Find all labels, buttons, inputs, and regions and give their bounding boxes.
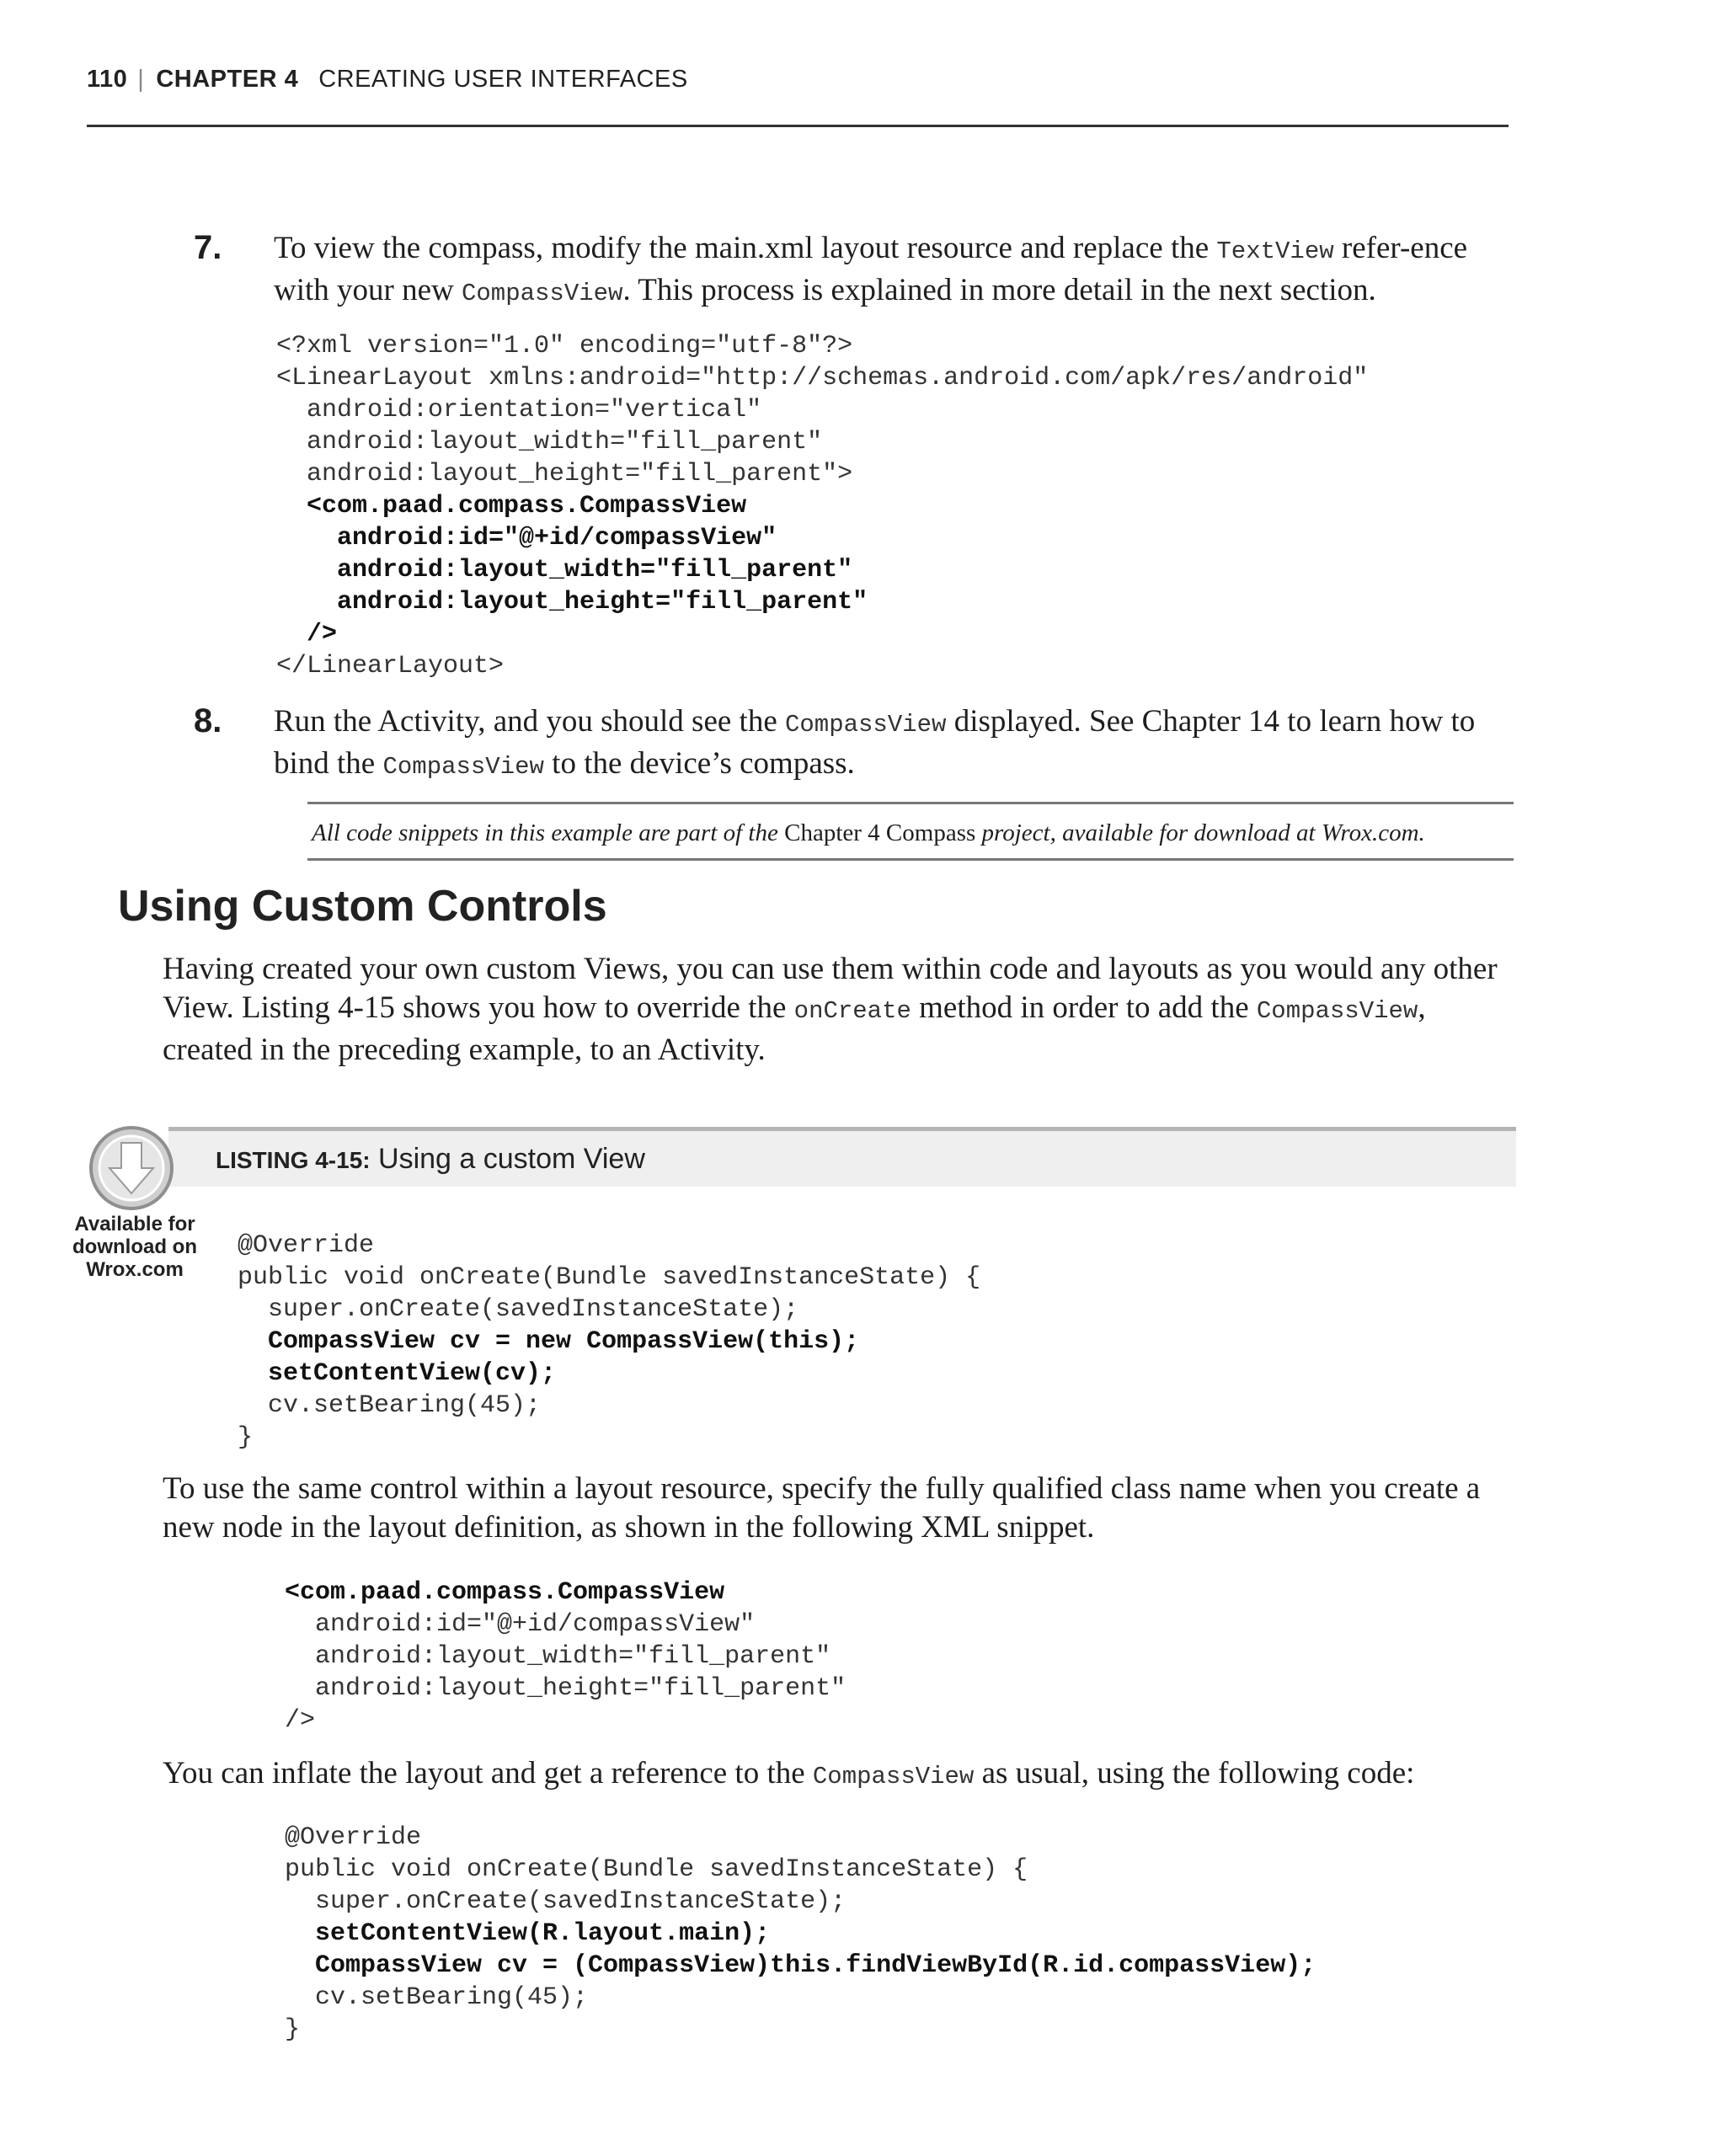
code-line-bold: <com.paad.compass.CompassView xyxy=(276,492,747,520)
code-line: android:orientation="vertical" xyxy=(276,396,762,424)
paragraph-layout-resource: To use the same control within a layout resource, specify the fully qualified class name when you create a new node in the layout definition, as shown in the following XML snippet. xyxy=(163,1471,1481,1545)
chapter-title: CREATING USER INTERFACES xyxy=(318,66,688,93)
listing-title: Using a custom View xyxy=(370,1143,645,1175)
code-line-bold: CompassView cv = new CompassView(this); xyxy=(238,1327,860,1356)
listing-code xyxy=(238,1230,980,1454)
download-icon[interactable] xyxy=(88,1124,175,1212)
chapter-label: CHAPTER 4 xyxy=(156,66,299,93)
code-line-bold: setContentView(cv); xyxy=(238,1359,557,1388)
paragraph-inflate xyxy=(163,1754,1519,1796)
step-number: 7. xyxy=(194,229,222,266)
header-rule xyxy=(87,125,1509,127)
text-run: To view the compass, modify the main.xml layout resource and replace the xyxy=(274,231,1217,265)
note-italic: project, available for download at Wrox.com. xyxy=(975,819,1425,846)
paragraph-intro xyxy=(163,950,1519,1070)
code-line-bold: android:layout_height="fill_parent" xyxy=(276,588,868,616)
inline-code: CompassView xyxy=(382,753,544,781)
note-italic: All code snippets in this example are part of the xyxy=(312,819,785,846)
step-text xyxy=(274,702,1512,787)
text-run: method in order to add the xyxy=(911,990,1257,1025)
header-separator: | xyxy=(137,66,145,93)
text-run: You can inflate the layout and get a reference to the xyxy=(163,1756,813,1790)
text-run: Having created your own custom Views, you can use them within code and layouts as you would any other View. Listing 4-15 shows you how to override the xyxy=(163,952,1498,1025)
code-line: @Override xyxy=(238,1231,375,1260)
code-line-bold: setContentView(R.layout.main); xyxy=(285,1919,771,1948)
note-box xyxy=(307,802,1514,861)
text-run: , created in the preceding example, to an Activity. xyxy=(163,990,1426,1067)
code-line: <?xml version="1.0" encoding="utf-8"?> xyxy=(276,332,853,360)
step-number: 8. xyxy=(194,702,222,739)
text-run: refer-ence with your new xyxy=(274,231,1468,307)
code-line: </LinearLayout> xyxy=(276,652,505,680)
inline-code: TextView xyxy=(1216,237,1334,265)
code-line-bold: <com.paad.compass.CompassView xyxy=(285,1578,725,1607)
code-line: <LinearLayout xmlns:android="http://schemas.android.com/apk/res/android" xyxy=(276,364,1369,392)
download-caption xyxy=(67,1213,202,1281)
code-line-bold: android:id="@+id/compassView" xyxy=(276,524,777,552)
code-line: android:id="@+id/compassView" xyxy=(285,1610,756,1639)
code-line: } xyxy=(238,1423,254,1452)
code-line-bold: CompassView cv = (CompassView)this.findViewById(R.id.compassView); xyxy=(285,1951,1316,1980)
code-line: cv.setBearing(45); xyxy=(285,1983,589,2012)
xml-layout-code xyxy=(276,330,1368,682)
code-line: super.onCreate(savedInstanceState); xyxy=(285,1887,846,1916)
listing-caption xyxy=(216,1143,645,1176)
inline-code: CompassView xyxy=(785,711,947,739)
caption-line: download on xyxy=(72,1235,197,1258)
listing-header xyxy=(168,1127,1516,1187)
note-project-name: Chapter 4 Compass xyxy=(784,819,976,846)
code-line-bold: android:layout_width="fill_parent" xyxy=(276,556,853,584)
note-text xyxy=(312,819,1425,847)
step-text xyxy=(274,229,1512,313)
code-line: super.onCreate(savedInstanceState); xyxy=(238,1295,799,1324)
text-run: as usual, using the following code: xyxy=(974,1756,1415,1790)
code-line: @Override xyxy=(285,1823,422,1852)
code-line: public void onCreate(Bundle savedInstanceState) { xyxy=(238,1263,981,1292)
code-line: android:layout_height="fill_parent"> xyxy=(276,460,853,488)
code-line: cv.setBearing(45); xyxy=(238,1391,542,1420)
code-line: } xyxy=(285,2015,301,2044)
text-run: Run the Activity, and you should see the xyxy=(274,704,785,739)
caption-line: Available for xyxy=(74,1213,195,1235)
code-line: /> xyxy=(285,1706,316,1735)
inline-code: CompassView xyxy=(812,1763,975,1790)
code-line: android:layout_width="fill_parent" xyxy=(276,428,823,456)
section-heading: Using Custom Controls xyxy=(118,882,607,931)
code-line: public void onCreate(Bundle savedInstanceState) { xyxy=(285,1855,1028,1884)
inline-code: onCreate xyxy=(793,997,911,1025)
inline-code: CompassView xyxy=(1256,997,1418,1025)
running-header xyxy=(87,66,688,93)
text-run: to the device’s compass. xyxy=(543,746,855,781)
caption-line: Wrox.com xyxy=(86,1258,184,1281)
page-number: 110 xyxy=(87,66,128,93)
code-line: android:layout_height="fill_parent" xyxy=(285,1674,846,1703)
text-run: displayed. See Chapter 14 to learn how to bind the xyxy=(274,704,1476,781)
code-line: android:layout_width="fill_parent" xyxy=(285,1642,831,1671)
inflate-code xyxy=(285,1822,1316,2046)
xml-snippet-code xyxy=(285,1577,846,1737)
inline-code: CompassView xyxy=(462,280,623,307)
listing-label: LISTING 4-15: xyxy=(216,1147,371,1173)
code-line-bold: /> xyxy=(276,620,338,648)
text-run: . This process is explained in more detail in the next section. xyxy=(622,273,1376,307)
